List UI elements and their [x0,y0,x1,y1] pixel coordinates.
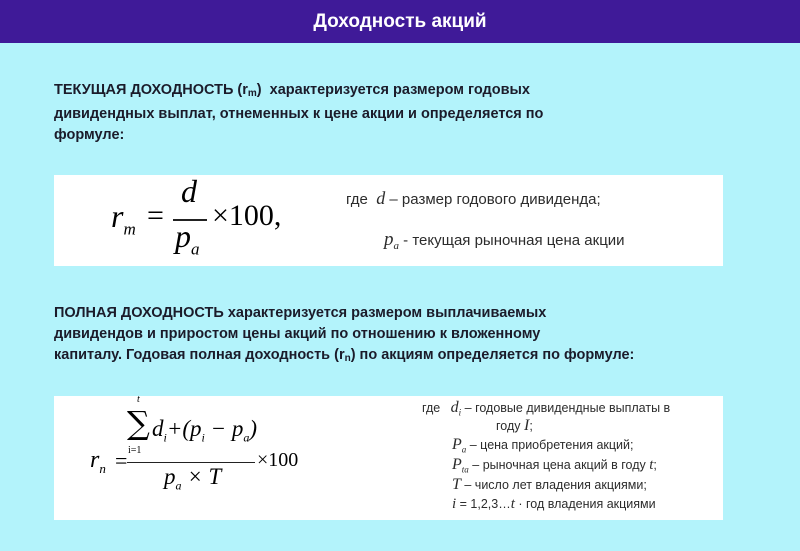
total-yield-line1-rest: характеризуется размером выплачиваемых [223,305,547,321]
formula2-denominator: $p_a \times T$ [164,464,222,493]
current-yield-paragraph [54,80,744,146]
formula1-numerator: d [181,173,197,209]
formula1-lhs: $r_m$ [111,198,136,239]
page-header [0,0,800,43]
formula2-note-pa: $P_a$ – цена приобретения акций; [452,436,634,455]
total-yield-formula-box [54,396,723,520]
total-yield-term: ПОЛНАЯ ДОХОДНОСТЬ [54,305,224,321]
formula1-multiplier: ×100, [212,199,282,232]
formula2-note-pta: $P_{ta}$ – рыночная цена акций в году t; [452,456,657,475]
current-yield-line1-rest: характеризуется размером годовых [261,82,530,98]
formula2-equals: = [115,448,128,473]
formula1-equals: = [147,199,164,232]
formula2-note-i: i = 1,2,3…t · год владения акциями [452,496,656,512]
current-yield-term-close: ) [256,82,262,98]
current-yield-line-2: дивидендных выплат, отнеменных к цене акции и определяется по [54,106,544,122]
formula2-lhs: $r_n$ [90,447,106,476]
formula1-note-pa: $p_a$ - текущая рыночная цена акции [384,229,625,252]
total-yield-line-1 [54,303,744,324]
current-yield-term-sub: m [247,88,257,99]
total-yield-line-3: капиталу. Годовая полная доходность $(r_n)$ по акциям определяется по формуле: [54,347,635,364]
total-yield-line-2: дивидендов и приростом цены акций по отношению к вложенному [54,326,541,342]
formula2-sum-bottom: i=1 [128,445,142,456]
formula2-note-t: T – число лет владения акциями; [452,476,647,493]
formula2-fraction-bar [127,462,255,463]
current-yield-formula-box [54,175,723,266]
current-yield-term: ТЕКУЩАЯ ДОХОДНОСТЬ (r [54,82,248,98]
formula2-multiplier: ×100 [257,449,299,471]
formula2-note-di: где $d_i$ – годовые дивидендные выплаты в [422,399,671,418]
formula2-numerator: $d_i+(p_i - p_a)$ [152,416,258,445]
total-yield-paragraph [54,303,744,369]
formula2-note-di-cont: году I; [496,417,533,434]
current-yield-line-1 [54,80,744,104]
formula1-note-d: где d – размер годового дивиденда; [346,188,601,208]
formula2-sum-top: t [137,394,140,405]
formula1-denominator: $p_a$ [175,218,200,259]
page-title: Доходность акций [313,10,487,32]
current-yield-line-3: формуле: [54,127,125,143]
formula2-sum-sign: ∑ [127,404,150,442]
